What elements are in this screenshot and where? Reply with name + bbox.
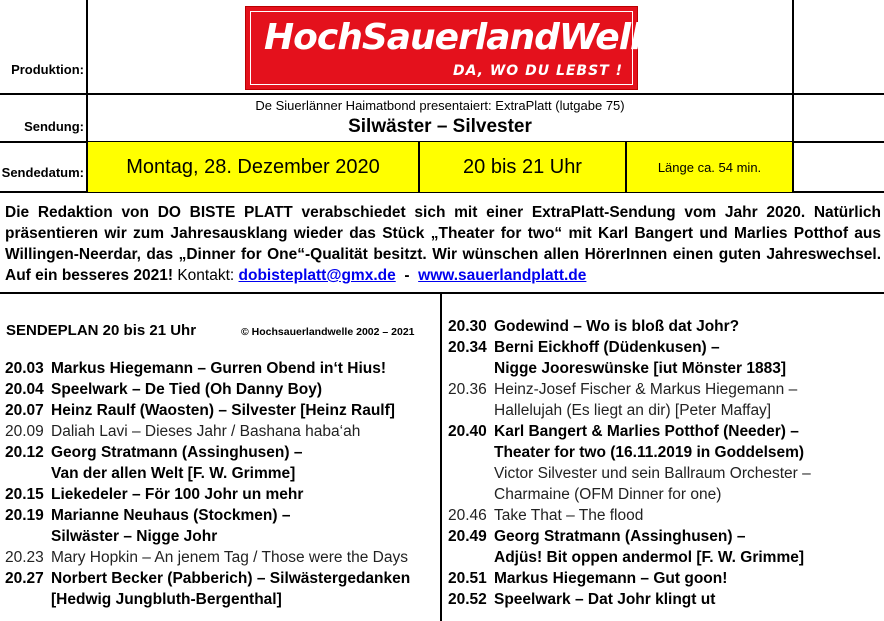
contact-label: Kontakt: [177, 267, 235, 284]
intro-paragraph [5, 202, 881, 286]
entry-title: Marianne Neuhaus (Stockmen) – [51, 507, 291, 524]
schedule-entry [5, 358, 386, 379]
entry-title: Mary Hopkin – An jenem Tag / Those were the Days [51, 549, 408, 566]
entry-title-continued: Silwäster – Nigge Johr [51, 528, 218, 545]
schedule-entry [448, 568, 727, 589]
entry-time: 20.12 [5, 444, 44, 461]
entry-title-continued: Van der allen Welt [F. W. Grimme] [51, 465, 296, 482]
schedule-entry [5, 400, 395, 421]
entry-title-continued: Adjüs! Bit oppen andermol [F. W. Grimme] [494, 549, 805, 566]
entry-time: 20.49 [448, 528, 487, 545]
schedule-entry [5, 442, 302, 484]
entry-time: 20.30 [448, 318, 487, 335]
entry-title: Heinz-Josef Fischer & Markus Hiegemann – [494, 381, 798, 398]
air-date-label: Sendedatum: [1, 165, 84, 180]
entry-title-continued: Theater for two (16.11.2019 in Goddelsem) [494, 444, 805, 461]
entry-time: 20.34 [448, 339, 487, 356]
length-value: Länge ca. 54 min. [657, 159, 762, 175]
entry-title: Take That – The flood [494, 507, 644, 524]
entry-title: Liekedeler – För 100 Johr un mehr [51, 486, 304, 503]
schedule-entry [5, 505, 290, 547]
header-table [0, 0, 884, 193]
entry-title: Markus Hiegemann – Gurren Obend in‘t Hius! [51, 360, 387, 377]
schedule-entry [448, 316, 739, 337]
entry-title-continued: [Hedwig Jungbluth-Bergenthal] [51, 591, 282, 608]
logo-title: HochSauerlandWelle [264, 17, 665, 58]
entry-title: Georg Stratmann (Assinghusen) – [494, 528, 746, 545]
schedule-entry [448, 421, 804, 463]
air-date-value: Montag, 28. Dezember 2020 [126, 155, 380, 178]
schedule-entry [5, 421, 360, 442]
air-time-cell [420, 142, 625, 192]
production-label: Produktion: [11, 62, 84, 77]
entry-title: Norbert Becker (Pabberich) – Silwästergedanken [51, 570, 411, 587]
program-label: Sendung: [24, 119, 84, 134]
entry-time: 20.46 [448, 507, 487, 524]
entry-time: 20.40 [448, 423, 487, 440]
schedule-entry [448, 526, 804, 568]
section-divider [0, 292, 884, 294]
schedule-entry [448, 505, 643, 526]
entry-title: Speelwark – De Tied (Oh Danny Boy) [51, 381, 323, 398]
length-cell [627, 142, 792, 192]
entry-time: 20.15 [5, 486, 44, 503]
entry-title: Godewind – Wo is bloß dat Johr? [494, 318, 740, 335]
schedule-entry [448, 379, 797, 421]
entry-title: Markus Hiegemann – Gut goon! [494, 570, 728, 587]
entry-title: Berni Eickhoff (Düdenkusen) – [494, 339, 720, 356]
entry-time: 20.27 [5, 570, 44, 587]
contact-separator: - [404, 267, 410, 284]
air-date-cell [88, 142, 418, 192]
entry-title-continued: Hallelujah (Es liegt an dir) [Peter Maffay] [494, 402, 772, 419]
table-divider [0, 93, 884, 95]
entry-time: 20.09 [5, 423, 44, 440]
entry-time: 20.52 [448, 591, 487, 608]
program-title: Silwäster – Silvester [348, 116, 532, 137]
entry-title-continued: Nigge Jooreswünske [iut Mönster 1883] [494, 360, 786, 377]
logo-slogan: DA, WO DU LEBST ! [452, 63, 623, 79]
schedule-entry [5, 379, 322, 400]
station-logo [245, 6, 665, 90]
schedule-entry [5, 568, 410, 610]
email-link[interactable]: dobisteplatt@gmx.de [238, 267, 396, 284]
entry-title: Heinz Raulf (Waosten) – Silvester [Heinz Raulf] [51, 402, 395, 419]
program-subtitle: De Siuerlänner Haimatbond presentaiert: ExtraPlatt (lutgabe 75) [255, 98, 625, 113]
schedule-heading: SENDEPLAN 20 bis 21 Uhr [6, 322, 197, 339]
entry-time: 20.04 [5, 381, 44, 398]
entry-title: Georg Stratmann (Assinghusen) – [51, 444, 303, 461]
intro-text: Die Redaktion von DO BISTE PLATT verabschiedet sich mit einer ExtraPlatt-Sendung vom Jahr 2020. Natürlich präsentieren wir zum Jahresausklang wieder das Stück „Theater for two“ mit Karl Bangert und Marlies Potthof aus Willingen-Neerdar, das „Dinner for One“-Qualität besitzt. Wir wünschen allen HörerInnen einen guten Jahreswechsel. Auf ein besseres 2021! [5, 204, 881, 284]
air-time-value: 20 bis 21 Uhr [463, 155, 582, 178]
table-divider [792, 0, 794, 193]
entry-time: 20.36 [448, 381, 487, 398]
schedule-copyright: © Hochsauerlandwelle 2002 – 2021 [241, 326, 415, 338]
entry-title: Karl Bangert & Marlies Potthof (Needer) – [494, 423, 799, 440]
schedule-entry [5, 547, 408, 568]
entry-title: Daliah Lavi – Dieses Jahr / Bashana haba‘ah [51, 423, 361, 440]
schedule-entry [448, 337, 786, 379]
entry-title: Speelwark – Dat Johr klingt ut [494, 591, 716, 608]
schedule-entry [448, 589, 715, 610]
entry-title: Victor Silvester und sein Ballraum Orchester – [494, 465, 811, 482]
entry-time: 20.51 [448, 570, 487, 587]
entry-time: 20.07 [5, 402, 44, 419]
entry-title-continued: Charmaine (OFM Dinner for one) [494, 486, 722, 503]
entry-time: 20.03 [5, 360, 44, 377]
entry-time: 20.23 [5, 549, 44, 566]
website-link[interactable]: www.sauerlandplatt.de [418, 267, 587, 284]
entry-time: 20.19 [5, 507, 44, 524]
schedule-entry [448, 463, 811, 505]
schedule-entry [5, 484, 303, 505]
column-divider [440, 292, 442, 621]
